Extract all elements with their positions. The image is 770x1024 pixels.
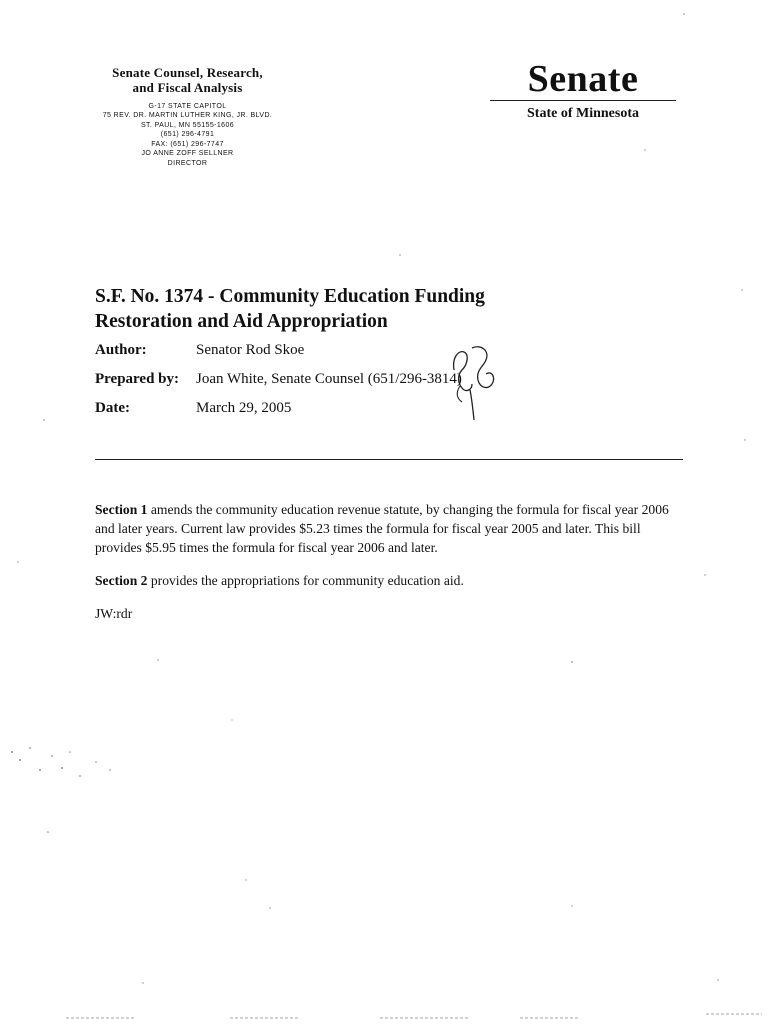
date-value: March 29, 2005: [196, 400, 292, 416]
fax-number: FAX: (651) 296-7747: [151, 140, 224, 148]
office-letterhead: [70, 66, 305, 168]
author-label: Author:: [95, 342, 147, 358]
office-name-line2: and Fiscal Analysis: [132, 79, 243, 95]
senate-title: Senate: [527, 58, 639, 100]
phone-number: (651) 296-4791: [160, 131, 215, 139]
section-divider: [95, 459, 683, 460]
senate-rule: [490, 100, 676, 101]
senate-subtitle: State of Minnesota: [527, 106, 639, 121]
section2-paragraph: [95, 571, 687, 590]
prepared-by-label: Prepared by:: [95, 371, 180, 387]
section2-label: Section 2: [95, 573, 148, 588]
section1-label: Section 1: [95, 502, 148, 517]
director-title: DIRECTOR: [167, 159, 208, 167]
handwritten-initials-signature: [442, 340, 502, 424]
director-name: JO ANNE ZOFF SELLNER: [141, 150, 234, 158]
document-body: [95, 500, 687, 623]
prepared-by-value: Joan White, Senate Counsel (651/296-3814): [196, 371, 462, 387]
section1-text: amends the community education revenue statute, by changing the formula for fiscal year 2006 and later years. Current law provides $5.23 times the formula for fiscal year 2005 and later. This bill provides $5.95 times the formula for fiscal year 2006 and later.: [95, 502, 669, 555]
section1-paragraph: [95, 500, 687, 557]
section2-text: provides the appropriations for community education aid.: [147, 573, 464, 588]
author-value: Senator Rod Skoe: [196, 342, 305, 358]
office-name-line1: Senate Counsel, Research,: [112, 65, 263, 80]
address-line2: 75 REV. DR. MARTIN LUTHER KING, JR. BLVD.: [102, 112, 273, 120]
title-line1: S.F. No. 1374 - Community Education Funding: [95, 286, 485, 307]
senate-letterhead: [490, 60, 676, 122]
typist-initials: JW:rdr: [95, 606, 133, 621]
address-line1: G-17 STATE CAPITOL: [148, 102, 227, 110]
address-line3: ST. PAUL, MN 55155-1606: [140, 121, 235, 129]
document-title: [95, 284, 655, 334]
date-label: Date:: [95, 400, 130, 416]
title-line2: Restoration and Aid Appropriation: [95, 311, 388, 332]
